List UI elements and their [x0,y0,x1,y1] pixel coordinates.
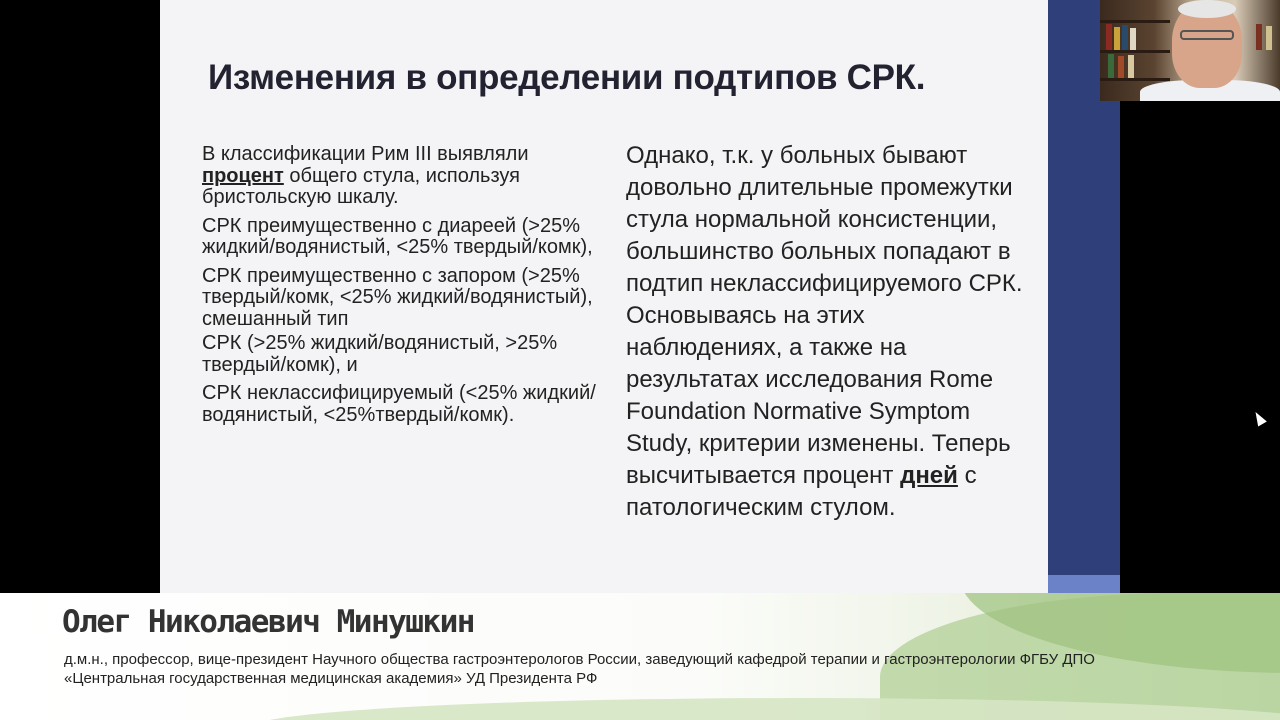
bookshelf [1100,20,1170,23]
slide-title: Изменения в определении подтипов СРК. [208,58,926,97]
book [1118,56,1124,78]
left-paragraph-1: В классификации Рим III выявляли процент общего стула, используя бристольскую шкалу. [202,143,529,208]
mouse-cursor-icon [1251,409,1267,426]
book [1122,25,1128,50]
speaker-hair [1178,0,1236,18]
emphasis-days: дней [900,462,958,489]
left-paragraph-2: СРК преимущественно с диареей (>25% жидкий/водянистый, <25% твердый/комк), [202,214,593,258]
speaker-glasses [1180,30,1234,40]
book [1256,24,1262,50]
emphasis-percent: процент [202,164,284,187]
right-paragraph: Однако, т.к. у больных бывают довольно длительные промежутки стула нормальной консистенции, большинство больных попадают в подтип неклассифицируемого СРК. Основываясь на этих наблюдениях, а также на результатах исследования Rome Foundation Normative Symptom Study, критерии изменены. Теперь высчитывается процент дней с патологическим стулом. [626,142,1023,521]
speaker-name: Олег Николаевич Минушкин [62,604,474,640]
slide-accent-stripe [1048,575,1120,595]
speaker-description [64,650,1204,688]
speaker-description-line-1: д.м.н., профессор, вице-президент Научного общества гастроэнтерологов России, заведующий кафедрой терапии и гастроэнтерологии ФГБУ ДПО [64,651,1095,668]
book [1128,55,1134,78]
book [1106,24,1112,50]
presentation-slide [160,0,1048,595]
bookshelf [1100,78,1170,81]
book [1108,54,1114,78]
bookshelf [1100,50,1170,53]
slide-right-column [626,140,1026,524]
left-paragraph-5: СРК неклассифицируемый (<25% жидкий/водянистый, <25%твердый/комк). [202,382,596,426]
speaker-webcam [1100,0,1280,101]
left-paragraph-4: СРК (>25% жидкий/водянистый, >25% твердый/комк), и [202,332,558,376]
speaker-lower-third [0,593,1280,720]
book [1266,26,1272,50]
speaker-description-line-2: «Центральная государственная медицинская академия» УД Президента РФ [64,670,598,687]
slide-left-column [202,144,612,433]
book [1130,28,1136,50]
book [1114,27,1120,50]
left-paragraph-3: СРК преимущественно с запором (>25% твердый/комк, <25% жидкий/водянистый), смешанный тип [202,264,593,330]
